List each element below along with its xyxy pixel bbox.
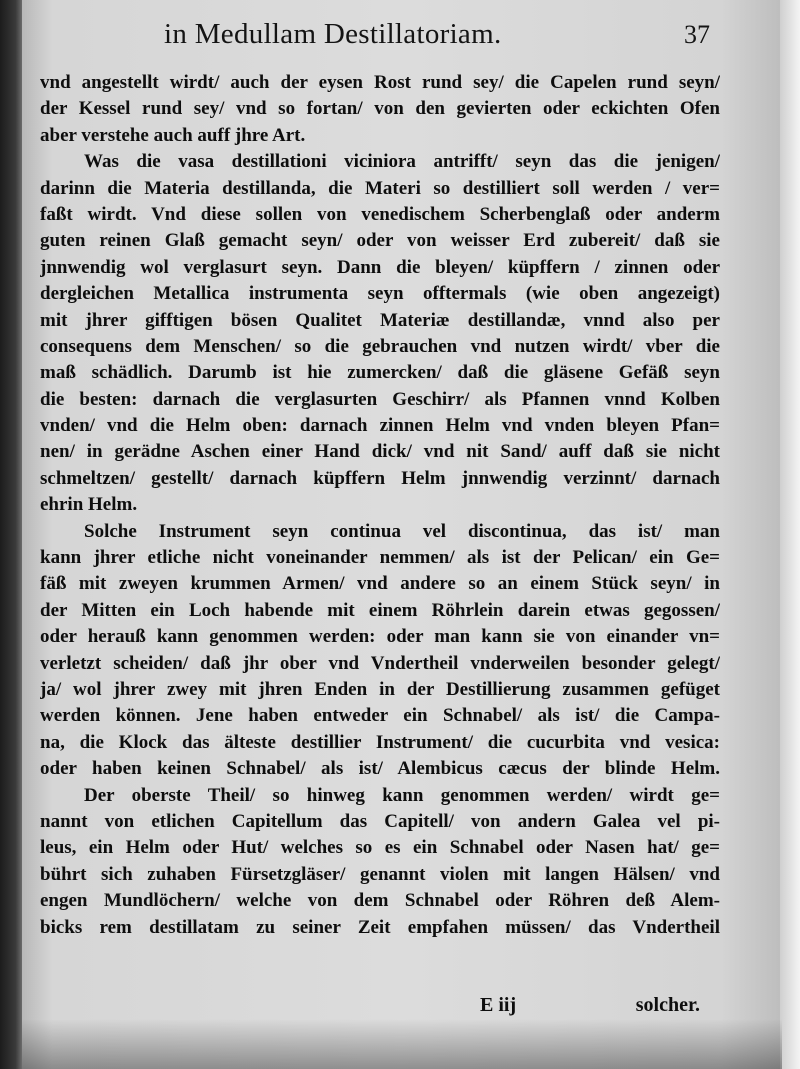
running-title: in Medullam Destillatoriam. [164,18,502,50]
text-line: dergleichen Metallica instrumenta seyn offtermals (wie oben angezeigt) [40,283,720,305]
catchword: solcher. [635,994,700,1016]
text-line: bührt sich zuhaben Fürsetzgläser/ genannt violen mit langen Hälsen/ vnd [40,863,720,885]
body-text [40,70,720,941]
text-line: der Kessel rund sey/ vnd so fortan/ von den gevierten oder eckichten Ofen [40,98,720,120]
text-line: verletzt scheiden/ daß jhr ober vnd Vndertheil vnderweilen besonder gelegt/ [40,652,720,674]
page-footer [40,994,720,1024]
text-line: jnnwendig wol verglasurt seyn. Dann die bleyen/ küpffern / zinnen oder [40,256,720,278]
text-line: ehrin Helm. [40,494,138,516]
text-line: oder haben keinen Schnabel/ als ist/ Alembicus cæcus der blinde Helm. [40,758,720,780]
text-line: guten reinen Glaß gemacht seyn/ oder von weisser Erd zubereit/ daß sie [40,230,720,252]
text-line: der Mitten ein Loch habende mit einem Röhrlein darein etwas gegossen/ [40,599,720,621]
text-line: faßt wirdt. Vnd diese sollen von venedischem Scherbenglaß oder anderm [40,203,720,225]
page-number: 37 [684,20,710,49]
text-line: nannt von etlichen Capitellum das Capitell/ von andern Galea vel pi- [40,810,720,832]
text-line: na, die Klock das älteste destillier Instrument/ die cucurbita vnd vesica: [40,731,720,753]
text-line: mit jhrer gifftigen bösen Qualitet Materiæ destillandæ, vnnd also per [40,309,720,331]
text-line: ja/ wol jhrer zwey mit jhren Enden in der Destillierung zusammen gefüget [40,678,720,700]
text-line: maß schädlich. Darumb ist hie zumercken/ daß die gläsene Gefäß seyn [40,362,720,384]
signature-mark: E iij [480,994,517,1016]
page-bottom-shadow [22,1019,782,1069]
text-line: werden können. Jene haben entweder ein Schnabel/ als ist/ die Campa- [40,705,720,727]
text-line: darinn die Materia destillanda, die Materi so destilliert soll werden / ver= [40,177,720,199]
text-line: leus, ein Helm oder Hut/ welches so es ein Schnabel oder Nasen hat/ ge= [40,837,720,859]
text-line: nen/ in gerädne Aschen einer Hand dick/ vnd nit Sand/ auff daß sie nicht [40,441,720,463]
text-line: oder herauß kann genommen werden: oder man kann sie von einander vn= [40,626,720,648]
text-line: aber verstehe auch auff jhre Art. [40,124,306,146]
text-line: kann jhrer etliche nicht voneinander nemmen/ als ist der Pelican/ ein Ge= [40,547,720,569]
text-line: vnd angestellt wirdt/ auch der eysen Rost rund sey/ die Capelen rund seyn/ [40,72,720,93]
text-line: engen Mundlöchern/ welche von dem Schnabel oder Röhren deß Alem- [40,890,720,912]
text-line: vnden/ vnd die Helm oben: darnach zinnen Helm vnd vnden bleyen Pfan= [40,415,720,437]
page-right-margin [780,0,800,1069]
text-line: consequens dem Menschen/ so die gebrauchen vnd nutzen wirdt/ vber die [40,335,720,357]
text-line: Der oberste Theil/ so hinweg kann genommen werden/ wirdt ge= [84,784,720,806]
text-line: fäß mit zweyen krummen Armen/ vnd andere so an einem Stück seyn/ in [40,573,720,595]
text-line: Was die vasa destillationi viciniora antrifft/ seyn das die jenigen/ [84,151,720,173]
text-line: schmeltzen/ gestellt/ darnach küpffern Helm jnnwendig verzinnt/ darnach [40,467,720,489]
text-line: Solche Instrument seyn continua vel discontinua, das ist/ man [84,520,720,542]
text-line: bicks rem destillatam zu seiner Zeit empfahen müssen/ das Vndertheil [40,916,720,938]
page-header [60,18,710,58]
text-line: die besten: darnach die verglasurten Geschirr/ als Pfannen vnnd Kolben [40,388,720,410]
